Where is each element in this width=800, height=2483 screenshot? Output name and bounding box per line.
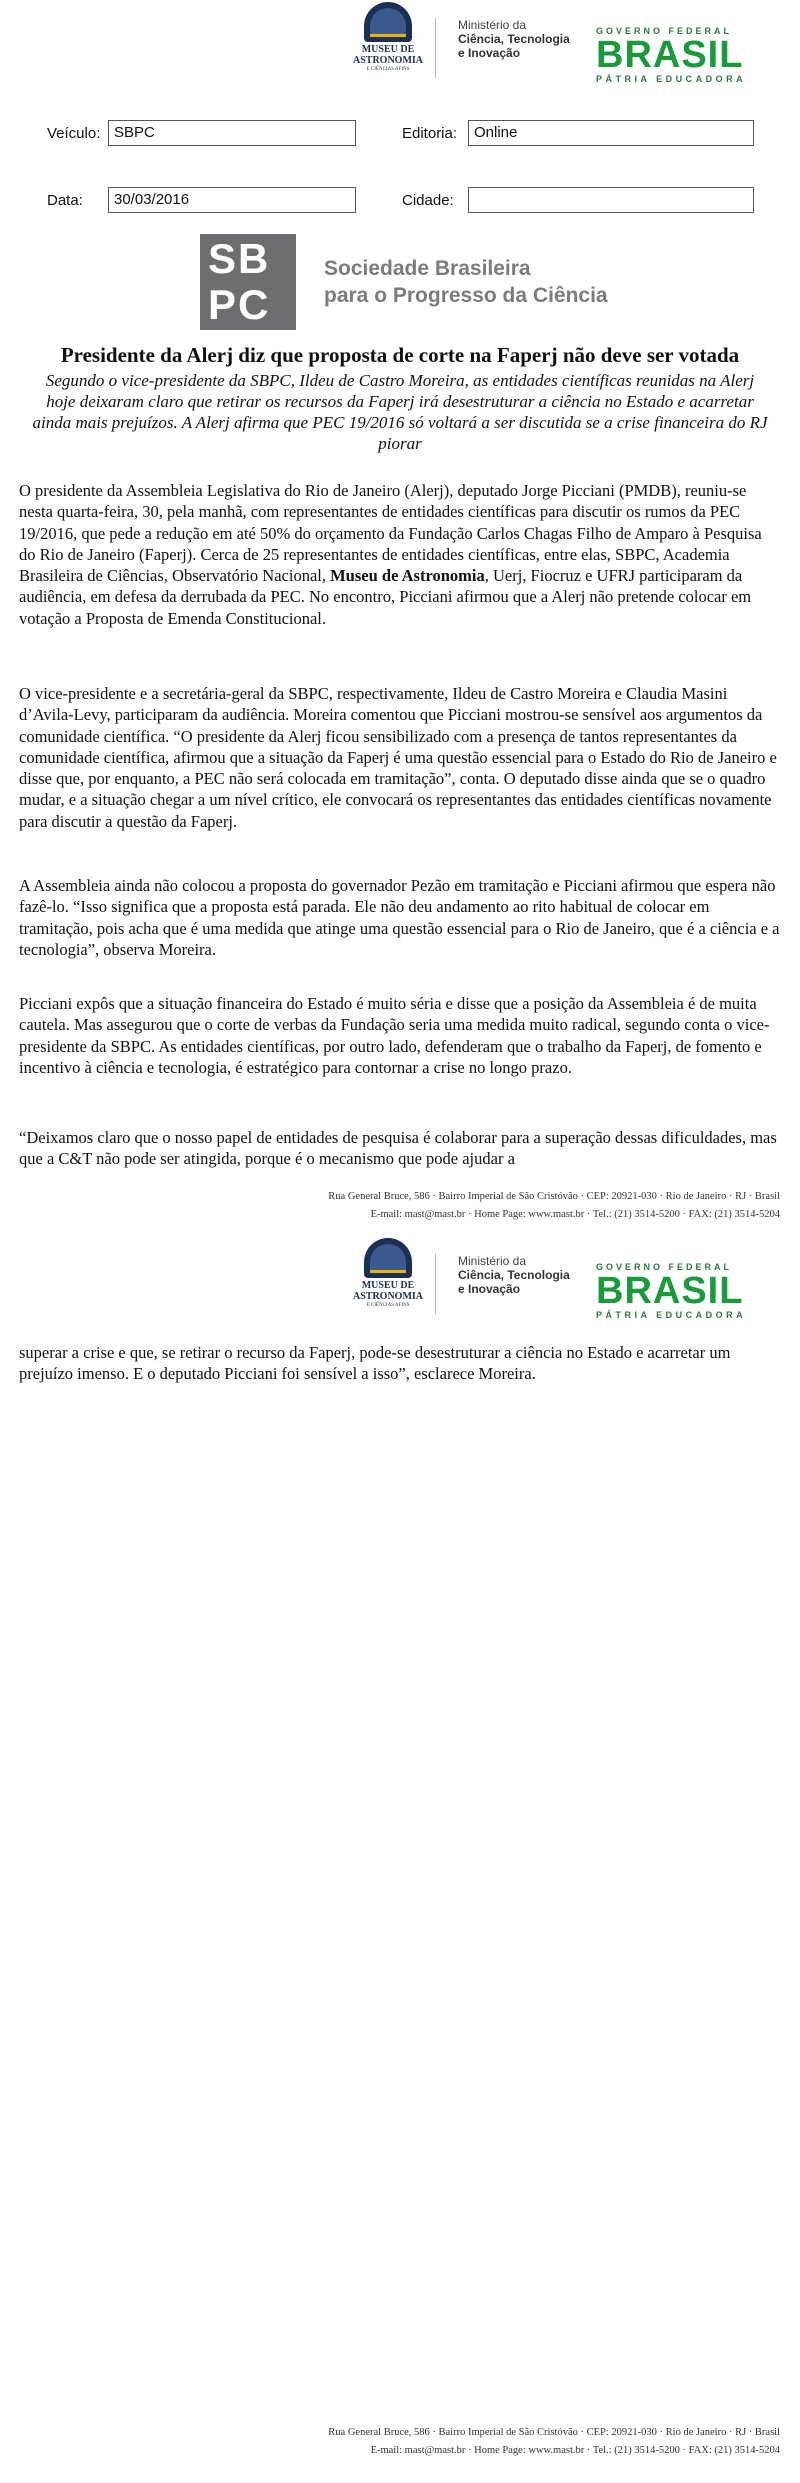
- sbpc-name-line2: para o Progresso da Ciência: [324, 284, 608, 307]
- ministerio-logo: [435, 18, 598, 78]
- ministerio-line3: e Inovação: [458, 46, 521, 60]
- data-label: Data:: [47, 192, 83, 209]
- governo-federal-logo: [596, 26, 781, 88]
- museu-logo-line2: ASTRONOMIA: [352, 55, 423, 66]
- paragraph-5-part1: “Deixamos claro que o nosso papel de entidades de pesquisa é colaborar para a superação dessas dificuldades, mas que a C&T não pode ser atingida, porque é o mecanismo que pode ajudar a: [19, 1128, 777, 1169]
- cidade-field[interactable]: [468, 187, 754, 213]
- ministerio-line2: Ciência, Tecnologia: [458, 32, 570, 46]
- veiculo-label: Veículo:: [47, 125, 101, 142]
- paragraph-4: Picciani expôs que a situação financeira do Estado é muito séria e disse que a posição da Assembleia é de muita cautela. Mas assegurou que o corte de verbas da Fundação seria uma medida muito radical, segundo conta o vice-presidente da SBPC. As entidades científicas, por outro lado, defenderam que o trabalho da Faperj, de fomento e incentivo à ciência e tecnologia, é estratégico para contornar a crise no longo prazo.: [19, 994, 770, 1077]
- brasil-wordmark: BRASIL: [596, 34, 744, 76]
- museu-logo-line3: E CIÊNCIAS AFINS: [366, 1303, 410, 1308]
- sbpc-logo-top: SB: [208, 235, 271, 282]
- data-field[interactable]: 30/03/2016: [108, 187, 356, 213]
- museu-logo-line3: E CIÊNCIAS AFINS: [366, 67, 410, 72]
- paragraph-1: [19, 480, 781, 629]
- paragraph-5-part2: superar a crise e que, se retirar o recurso da Faperj, pode-se desestruturar a ciência no Estado e acarretar um prejuízo imenso. E o deputado Picciani foi sensível a isso”, esclarece Moreira.: [19, 1343, 731, 1384]
- veiculo-field[interactable]: SBPC: [108, 120, 356, 146]
- footer-address: Rua General Bruce, 586 · Bairro Imperial de São Cristóvão · CEP: 20921-030 · Rio de Janeiro · RJ · Brasil: [328, 1191, 780, 1202]
- sbpc-logo-bottom: PC: [208, 281, 271, 328]
- paragraph-1-end: , Uerj, Fiocruz e UFRJ participaram da audiência, em defesa da derrubada da PEC. No encontro, Picciani afirmou que a Alerj não pretende colocar em votação a Proposta de Emenda Constitucional.: [19, 566, 752, 628]
- governo-federal-logo-page2: [596, 1262, 781, 1324]
- ministerio-line3: e Inovação: [458, 1282, 521, 1296]
- footer-contact: E-mail: mast@mast.br · Home Page: www.mast.br · Tel.: (21) 3514-5200 · FAX: (21) 3514-5204: [370, 2445, 780, 2456]
- sbpc-name-line1: Sociedade Brasileira: [324, 257, 531, 280]
- patria-educadora-label: PÁTRIA EDUCADORA: [596, 1310, 747, 1320]
- editoria-label: Editoria:: [402, 125, 458, 142]
- cidade-label: Cidade:: [402, 192, 454, 209]
- footer-address: Rua General Bruce, 586 · Bairro Imperial de São Cristóvão · CEP: 20921-030 · Rio de Janeiro · RJ · Brasil: [328, 2427, 780, 2438]
- ministerio-line1: Ministério da: [458, 1254, 527, 1268]
- editoria-field[interactable]: Online: [468, 120, 754, 146]
- ministerio-line2: Ciência, Tecnologia: [458, 1268, 570, 1282]
- patria-educadora-label: PÁTRIA EDUCADORA: [596, 74, 747, 84]
- museu-logo-line1: MUSEU DE: [361, 1280, 415, 1291]
- article-title: Presidente da Alerj diz que proposta de corte na Faperj não deve ser votada: [60, 343, 740, 367]
- sbpc-logo: [200, 234, 296, 330]
- ministerio-logo-page2: [435, 1254, 598, 1314]
- page2-footer: [150, 2424, 780, 2460]
- governo-federal-label: GOVERNO FEDERAL: [596, 26, 733, 36]
- sbpc-name: [324, 255, 608, 309]
- brasil-wordmark: BRASIL: [596, 1270, 744, 1312]
- paragraph-2: O vice-presidente e a secretária-geral da SBPC, respectivamente, Ildeu de Castro Moreira e Claudia Masini d’Avila-Levy, participaram da audiência. Moreira comentou que Picciani mostrou-se sensível aos argumentos da comunidade científica. “O presidente da Alerj ficou sensibilizado com a presença de tantos representantes da comunidade científica, afirmou que a situação da Faperj é uma questão essencial para o Estado do Rio de Janeiro e disse que, por enquanto, a PEC não será colocada em tramitação”, conta. O deputado disse ainda que se o quadro mudar, e a situação chegar a um nível crítico, ele convocará os representantes das entidades científicas novamente para discutir a questão da Faperj.: [19, 684, 777, 831]
- footer-contact: E-mail: mast@mast.br · Home Page: www.mast.br · Tel.: (21) 3514-5200 · FAX: (21) 3514-5204: [370, 1209, 780, 1220]
- article-subtitle: Segundo o vice-presidente da SBPC, Ildeu de Castro Moreira, as entidades científicas reunidas na Alerj hoje deixaram claro que retirar os recursos da Faperj irá desestruturar a ciência no Estado e acarretar ainda mais prejuízos. A Alerj afirma que PEC 19/2016 só voltará a ser discutida se a crise financeira do RJ piorar: [32, 371, 768, 453]
- paragraph-1-bold: Museu de Astronomia: [330, 566, 485, 586]
- museu-astronomia-logo-page2: [348, 1238, 428, 1312]
- museu-astronomia-logo: [348, 2, 428, 76]
- paragraph-3: A Assembleia ainda não colocou a proposta do governador Pezão em tramitação e Picciani afirmou que espera não fazê-lo. “Isso significa que a proposta está parada. Ele não deu andamento ao rito habitual de colocar em tramitação, pois acha que é uma medida que atinge uma questão essencial para o Rio de Janeiro, que é a ciência e a tecnologia”, observa Moreira.: [19, 876, 780, 959]
- museu-logo-line2: ASTRONOMIA: [352, 1291, 423, 1302]
- governo-federal-label: GOVERNO FEDERAL: [596, 1262, 733, 1272]
- museu-logo-line1: MUSEU DE: [361, 44, 415, 55]
- ministerio-line1: Ministério da: [458, 18, 527, 32]
- page1-footer: [150, 1188, 780, 1224]
- paragraph-1-start: O presidente da Assembleia Legislativa do Rio de Janeiro (Alerj), deputado Jorge Picciani (PMDB), reuniu-se nesta quarta-feira, 30, pela manhã, com representantes de entidades científicas para discutir os rumos da PEC 19/2016, que pede a redução em até 50% do orçamento da Fundação Carlos Chagas Filho de Amparo à Pesquisa do Rio de Janeiro (Faperj). Cerca de 25 representantes de entidades científicas, entre elas, SBPC, Academia Brasileira de Ciências, Observatório Nacional,: [19, 481, 762, 586]
